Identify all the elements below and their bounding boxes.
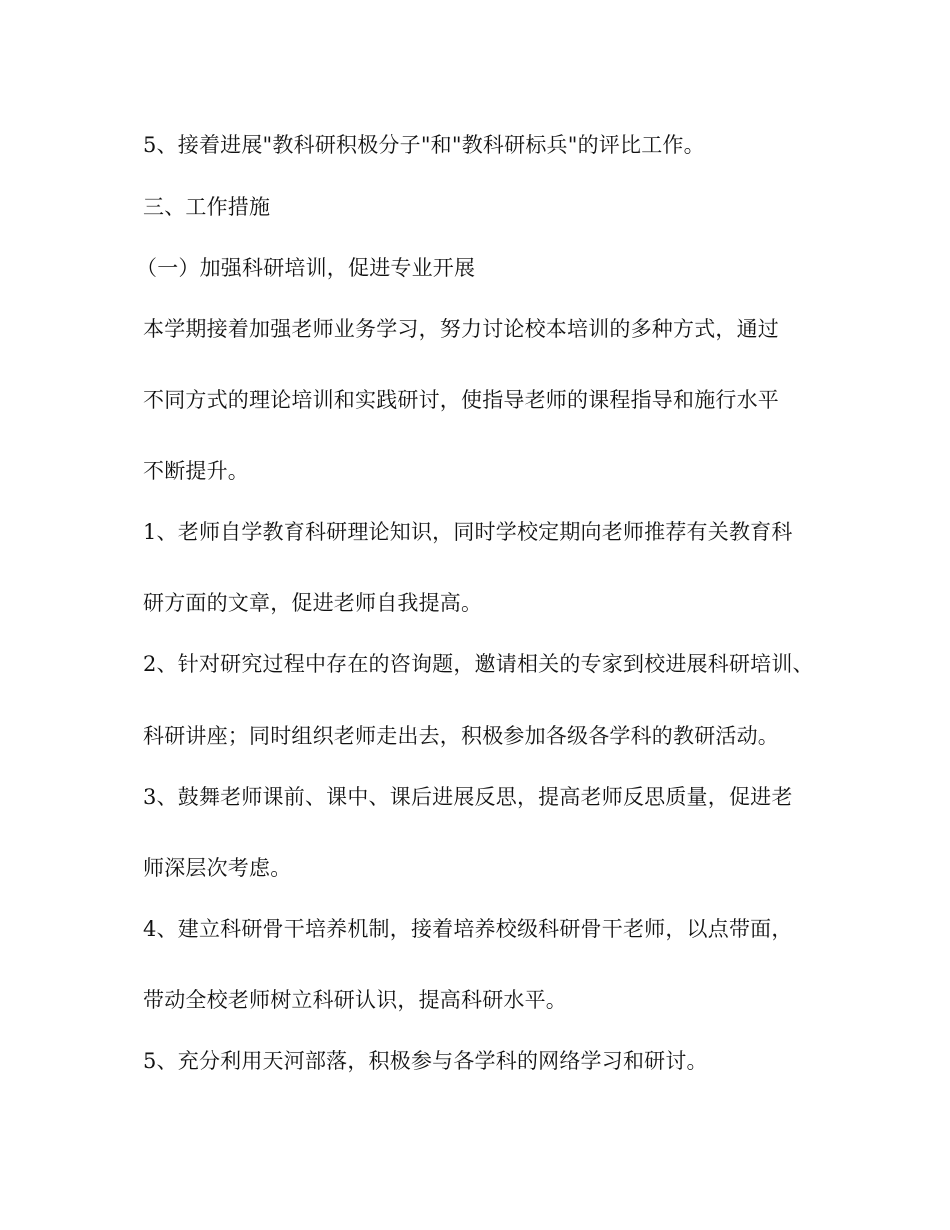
item-5-appraisal: 5、接着进展"教科研积极分子"和"教科研标兵"的评比工作。 [143, 133, 705, 157]
item-3-line: 3、鼓舞老师课前、课中、课后进展反思，提高老师反思质量，促进老 [143, 785, 793, 809]
item-1-line: 1、老师自学教育科研理论知识，同时学校定期向老师推荐有关教育科 [143, 520, 793, 544]
item-2-line: 科研讲座；同时组织老师走出去，积极参加各级各学科的教研活动。 [143, 724, 779, 748]
item-4-line: 4、建立科研骨干培养机制，接着培养校级科研骨干老师，以点带面， [143, 917, 793, 941]
item-1-line: 研方面的文章，促进老师自我提高。 [143, 591, 483, 615]
subsection-heading-research-training: （一）加强科研培训，促进专业开展 [136, 256, 476, 280]
item-5-line: 5、充分利用天河部落，积极参与各学科的网络学习和研讨。 [143, 1049, 708, 1073]
section-heading-work-measures: 三、工作措施 [143, 195, 271, 219]
item-3-line: 师深层次考虑。 [143, 856, 292, 880]
paragraph-line: 本学期接着加强老师业务学习，努力讨论校本培训的多种方式，通过 [143, 317, 779, 341]
paragraph-line: 不同方式的理论培训和实践研讨，使指导老师的课程指导和施行水平 [143, 388, 779, 412]
item-4-line: 带动全校老师树立科研认识，提高科研水平。 [143, 988, 567, 1012]
paragraph-line: 不断提升。 [143, 459, 249, 483]
item-2-line: 2、针对研究过程中存在的咨询题，邀请相关的专家到校进展科研培训、 [143, 652, 814, 676]
